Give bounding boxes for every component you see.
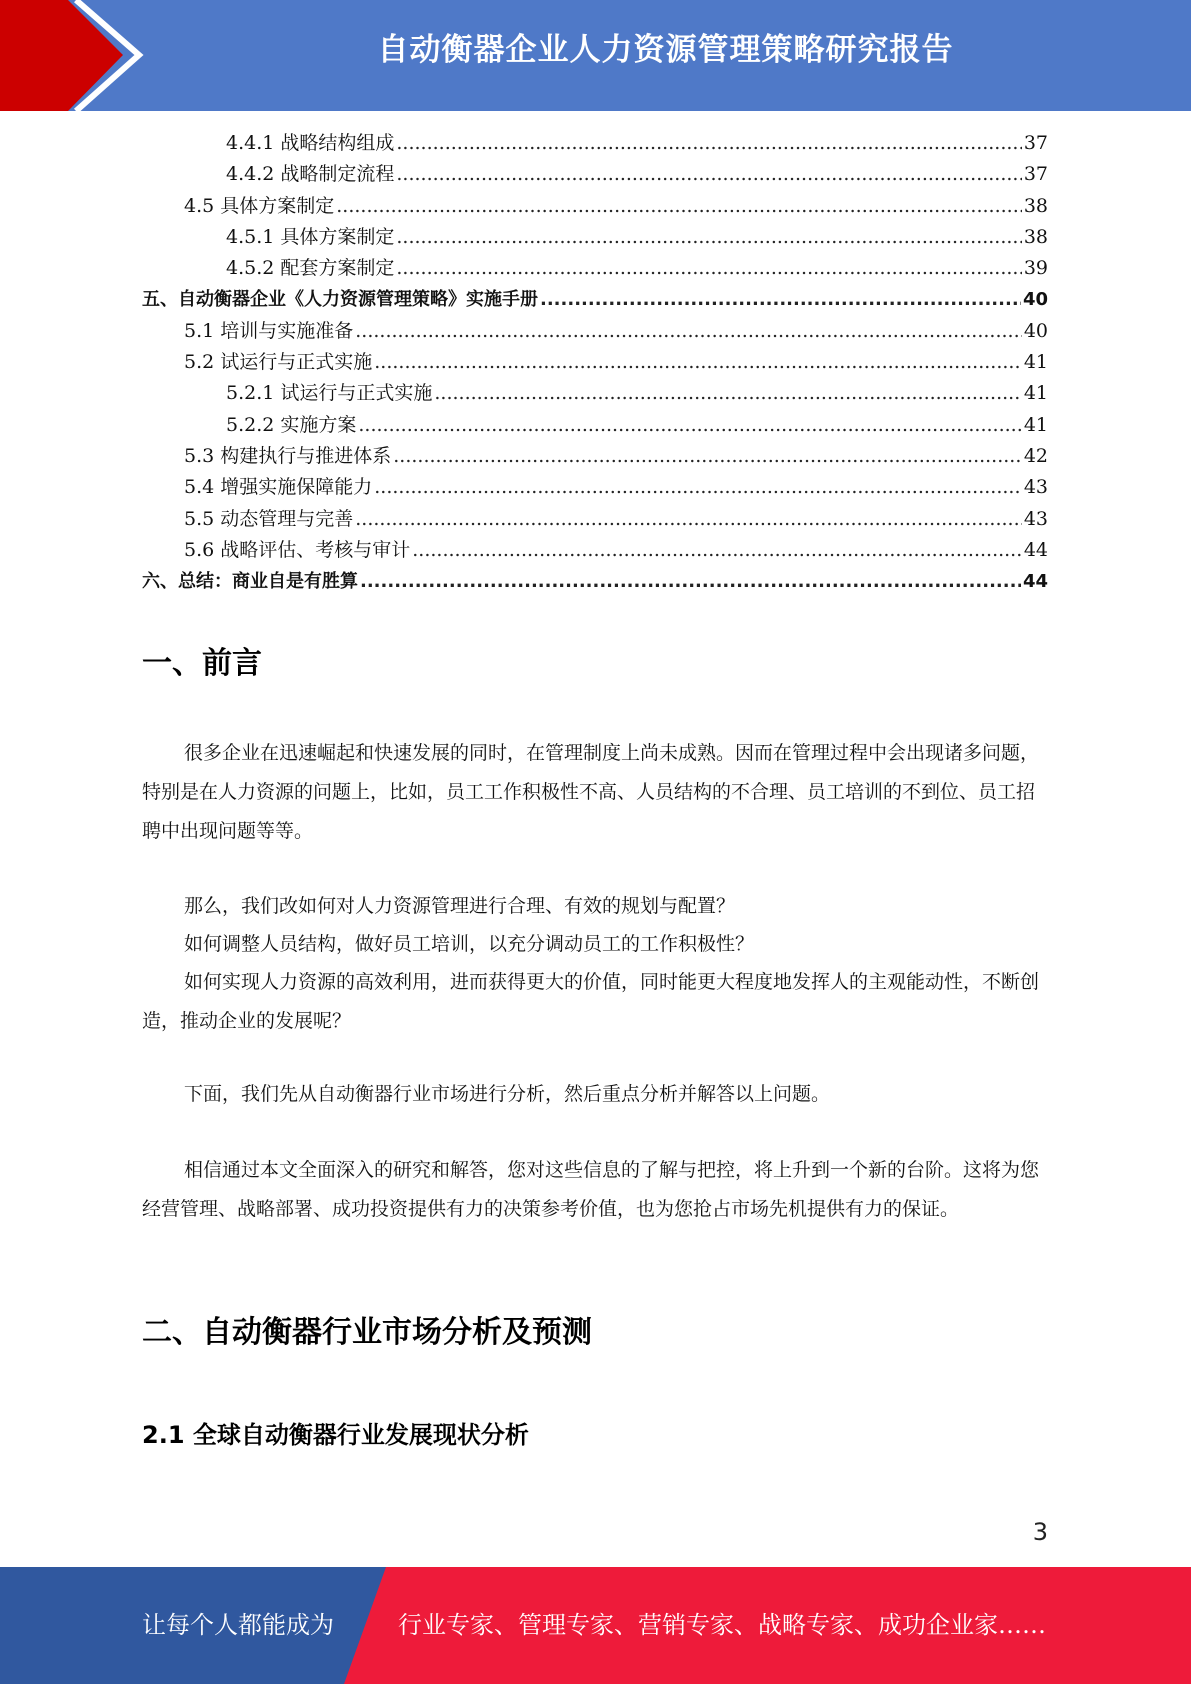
toc-entry-page: 44 xyxy=(1022,571,1048,593)
toc-entry[interactable] xyxy=(142,253,1048,284)
toc-entry-page: 40 xyxy=(1022,289,1048,311)
toc-entry[interactable] xyxy=(142,441,1048,472)
toc-entry-title: 5.2.2 实施方案 xyxy=(226,413,357,436)
toc-dot-leader xyxy=(412,535,1022,566)
toc-entry-page: 41 xyxy=(1023,413,1048,436)
toc-dot-leader xyxy=(358,410,1021,441)
toc-dot-leader xyxy=(355,316,1022,347)
toc-entry[interactable] xyxy=(142,347,1048,378)
header-bar xyxy=(0,0,1191,111)
toc-dot-leader xyxy=(393,441,1022,472)
toc-entry-page: 39 xyxy=(1023,257,1048,280)
toc-entry-title: 5.6 战略评估、考核与审计 xyxy=(184,538,411,561)
toc-entry-page: 43 xyxy=(1023,476,1048,499)
toc-entry-title: 5.2 试运行与正式实施 xyxy=(184,351,373,374)
toc-entry[interactable] xyxy=(142,159,1048,190)
toc-dot-leader xyxy=(396,159,1021,190)
toc-entry[interactable] xyxy=(142,191,1048,222)
paragraph: 相信通过本文全面深入的研究和解答，您对这些信息的了解与把控，将上升到一个新的台阶。这将为您经营管理、战略部署、成功投资提供有力的决策参考价值，也为您抢占市场先机提供有力的保证。 xyxy=(142,1159,1040,1220)
toc-dot-leader xyxy=(540,284,1021,315)
toc-entry-title: 4.5 具体方案制定 xyxy=(184,194,335,217)
toc-entry-page: 38 xyxy=(1023,225,1048,248)
toc-entry-title: 4.4.1 战略结构组成 xyxy=(226,132,395,154)
toc-entry-title: 4.4.2 战略制定流程 xyxy=(226,163,395,186)
toc-entry-title: 5.3 构建执行与推进体系 xyxy=(184,444,392,467)
toc-dot-leader xyxy=(360,566,1021,597)
toc-entry-title: 六、总结：商业自是有胜算 xyxy=(142,571,358,593)
section-heading-market: 二、自动衡器行业市场分析及预测 xyxy=(142,1315,592,1350)
footer-slogan-right: 行业专家、管理专家、营销专家、战略专家、成功企业家…… xyxy=(398,1611,1046,1639)
toc-entry[interactable] xyxy=(142,378,1048,409)
paragraph: 如何实现人力资源的高效利用，进而获得更大的价值，同时能更大程度地发挥人的主观能动性，不断创造，推动企业的发展呢？ xyxy=(142,971,1040,1032)
toc-entry[interactable] xyxy=(142,222,1048,253)
section-heading-preface: 一、前言 xyxy=(142,646,262,681)
paragraph: 那么，我们改如何对人力资源管理进行合理、有效的规划与配置？ xyxy=(184,895,736,917)
document-title: 自动衡器企业人力资源管理策略研究报告 xyxy=(377,32,954,68)
toc-entry[interactable] xyxy=(142,472,1048,503)
toc-entry-page: 40 xyxy=(1023,319,1048,342)
toc-entry-title: 5.5 动态管理与完善 xyxy=(184,507,354,530)
toc-entry-title: 4.5.1 具体方案制定 xyxy=(226,225,395,248)
header-arrow-decoration xyxy=(0,0,160,111)
toc-entry-title: 5.4 增强实施保障能力 xyxy=(184,476,373,499)
toc-dot-leader xyxy=(396,128,1021,159)
footer-slogan-left: 让每个人都能成为 xyxy=(142,1611,334,1639)
subsection-heading-global: 2.1 全球自动衡器行业发展现状分析 xyxy=(142,1421,529,1449)
toc-dot-leader xyxy=(434,378,1021,409)
footer-banner xyxy=(0,1567,1191,1684)
toc-entry-title: 5.1 培训与实施准备 xyxy=(184,319,354,342)
toc-entry-page: 44 xyxy=(1023,538,1048,561)
toc-entry[interactable] xyxy=(142,284,1048,315)
toc-entry[interactable] xyxy=(142,128,1048,159)
toc-entry-page: 42 xyxy=(1023,444,1048,467)
toc-entry-page: 41 xyxy=(1023,351,1048,374)
toc-entry[interactable] xyxy=(142,316,1048,347)
paragraph: 很多企业在迅速崛起和快速发展的同时，在管理制度上尚未成熟。因而在管理过程中会出现诸多问题，特别是在人力资源的问题上，比如，员工工作积极性不高、人员结构的不合理、员工培训的不到位、员工招聘中出现问题等等。 xyxy=(142,742,1040,842)
paragraph: 下面，我们先从自动衡器行业市场进行分析，然后重点分析并解答以上问题。 xyxy=(184,1083,831,1105)
toc-entry-title: 五、自动衡器企业《人力资源管理策略》实施手册 xyxy=(142,289,538,311)
table-of-contents xyxy=(142,128,1048,597)
toc-dot-leader xyxy=(374,347,1022,378)
toc-dot-leader xyxy=(374,472,1022,503)
toc-entry[interactable] xyxy=(142,504,1048,535)
page-number: 3 xyxy=(1032,1518,1048,1546)
toc-dot-leader xyxy=(355,504,1022,535)
toc-dot-leader xyxy=(396,253,1021,284)
toc-entry-page: 38 xyxy=(1023,194,1048,217)
toc-entry-title: 4.5.2 配套方案制定 xyxy=(226,257,395,280)
toc-entry-page: 37 xyxy=(1023,132,1048,154)
toc-entry-page: 43 xyxy=(1023,507,1048,530)
toc-entry-title: 5.2.1 试运行与正式实施 xyxy=(226,382,433,405)
toc-entry[interactable] xyxy=(142,535,1048,566)
paragraph: 如何调整人员结构，做好员工培训，以充分调动员工的工作积极性？ xyxy=(184,933,755,955)
toc-entry[interactable] xyxy=(142,566,1048,597)
toc-entry-page: 41 xyxy=(1023,382,1048,405)
toc-entry[interactable] xyxy=(142,410,1048,441)
toc-entry-page: 37 xyxy=(1023,163,1048,186)
toc-dot-leader xyxy=(396,222,1021,253)
toc-dot-leader xyxy=(336,191,1022,222)
